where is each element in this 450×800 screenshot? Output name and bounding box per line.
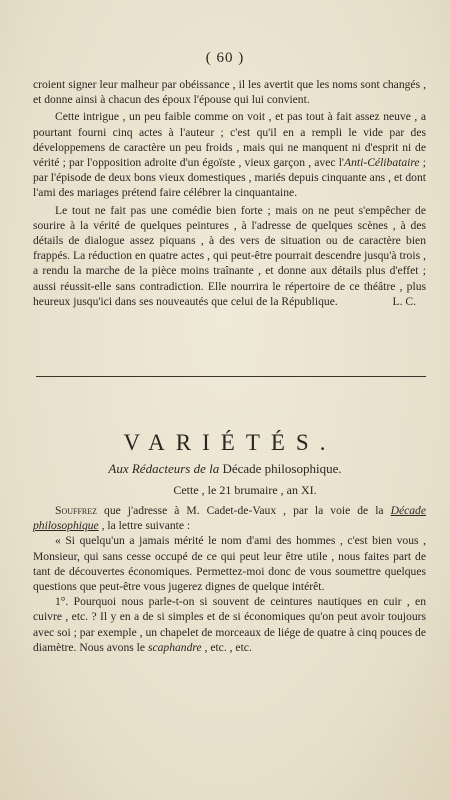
letter-paragraph-2: « Si quelqu'un a jamais mérité le nom d'ami des hommes , c'est bien vous , Monsieur, qui sans cesse occupé de ce qui peut leur être utile , nous faites part de tant de découvertes économiques. Permettez-moi donc de vous soumettre quelques questions que peut-être vous jugerez dignes de quelque intérêt. [33, 534, 426, 594]
letter-address [0, 461, 450, 477]
section-divider [36, 376, 426, 377]
letter-paragraph-3-text-a: 1°. Pourquoi nous parle-t-on si souvent de ceintures nautiques en cuir , en cuivre , etc. ? Il y en a de si simples et de si économiques qu'on peut avoir toujours avec soi ; par exemple , un chapelet de morceaux de liége de quatre à cinq pouces de diamètre. Nous avons le [33, 595, 426, 654]
letter-address-publication: Décade philosophique. [222, 461, 342, 476]
review-paragraph-2-text-a: Cette intrigue , un peu faible comme on voit , et pas tout à fait assez neuve , a pourtant fourni cinq actes à l'auteur ; c'est qu'il en a rempli le vide par des développemens de caractère un peu froids , mais qui ne manquent ni d'esprit ni de vérité ; par l'opposition adroite d'un égoïste , vieux garçon , avec l' [33, 110, 426, 170]
letter-paragraph-3-text-b: , etc. , etc. [201, 640, 252, 654]
review-paragraph-2-text-b: ; par l'épisode de deux bons vieux domestiques , mariés depuis cinquante ans , et dont l'ami des mariages prétend faire célébrer la cinquantaine. [33, 156, 426, 200]
letter-paragraph-1-text-a: que j'adresse à M. Cadet-de-Vaux , par la voie de la [97, 504, 391, 517]
letter-paragraph-1-text-b: , la lettre suivante : [98, 519, 191, 533]
letter-paragraph-3 [33, 594, 426, 655]
letter-dateline: Cette , le 21 brumaire , an XI. [173, 483, 317, 497]
letter-paragraph-1 [33, 503, 426, 533]
review-paragraph-2 [33, 109, 426, 200]
decade-title: Décade philosophique [33, 504, 426, 533]
section-heading: VARIÉTÉS. [123, 430, 337, 455]
letter-address-italic: Aux Rédacteurs de la [108, 461, 220, 476]
letter-text [33, 503, 426, 655]
letter-opening-word: Souffrez [55, 504, 98, 517]
review-signature: L. C. [392, 294, 416, 308]
review-paragraph-3 [33, 203, 426, 309]
page-number: ( 60 ) [205, 50, 245, 66]
scaphandre-word: scaphandre [147, 640, 202, 654]
anti-celibataire-title: Anti-Célibataire [344, 156, 420, 170]
review-paragraph-3-text: Le tout ne fait pas une comédie bien forte ; mais on ne peut s'empêcher de sourire à la vérité de quelques peintures , à l'adresse de quelques scènes , à des détails de dialogue assez piquans , à des vers de situation ou de caractère bien frappés. La réduction en quatre actes , qui peut-être pourrait descendre jusqu'à trois , a rendu la marche de la pièce moins traînante , et donne aux détails plus d'effet ; aussi réussit-elle sans contradiction. Elle nourrira le répertoire de ce théâtre , plus heureux jusqu'ici dans ses nouveautés que celui de la République. [33, 203, 426, 308]
review-paragraph-1: croient signer leur malheur par obéissance , il les avertit que les noms sont changés , et donne ainsi à chacun des époux l'épouse qui lui convient. [33, 78, 426, 107]
review-text [33, 77, 426, 309]
